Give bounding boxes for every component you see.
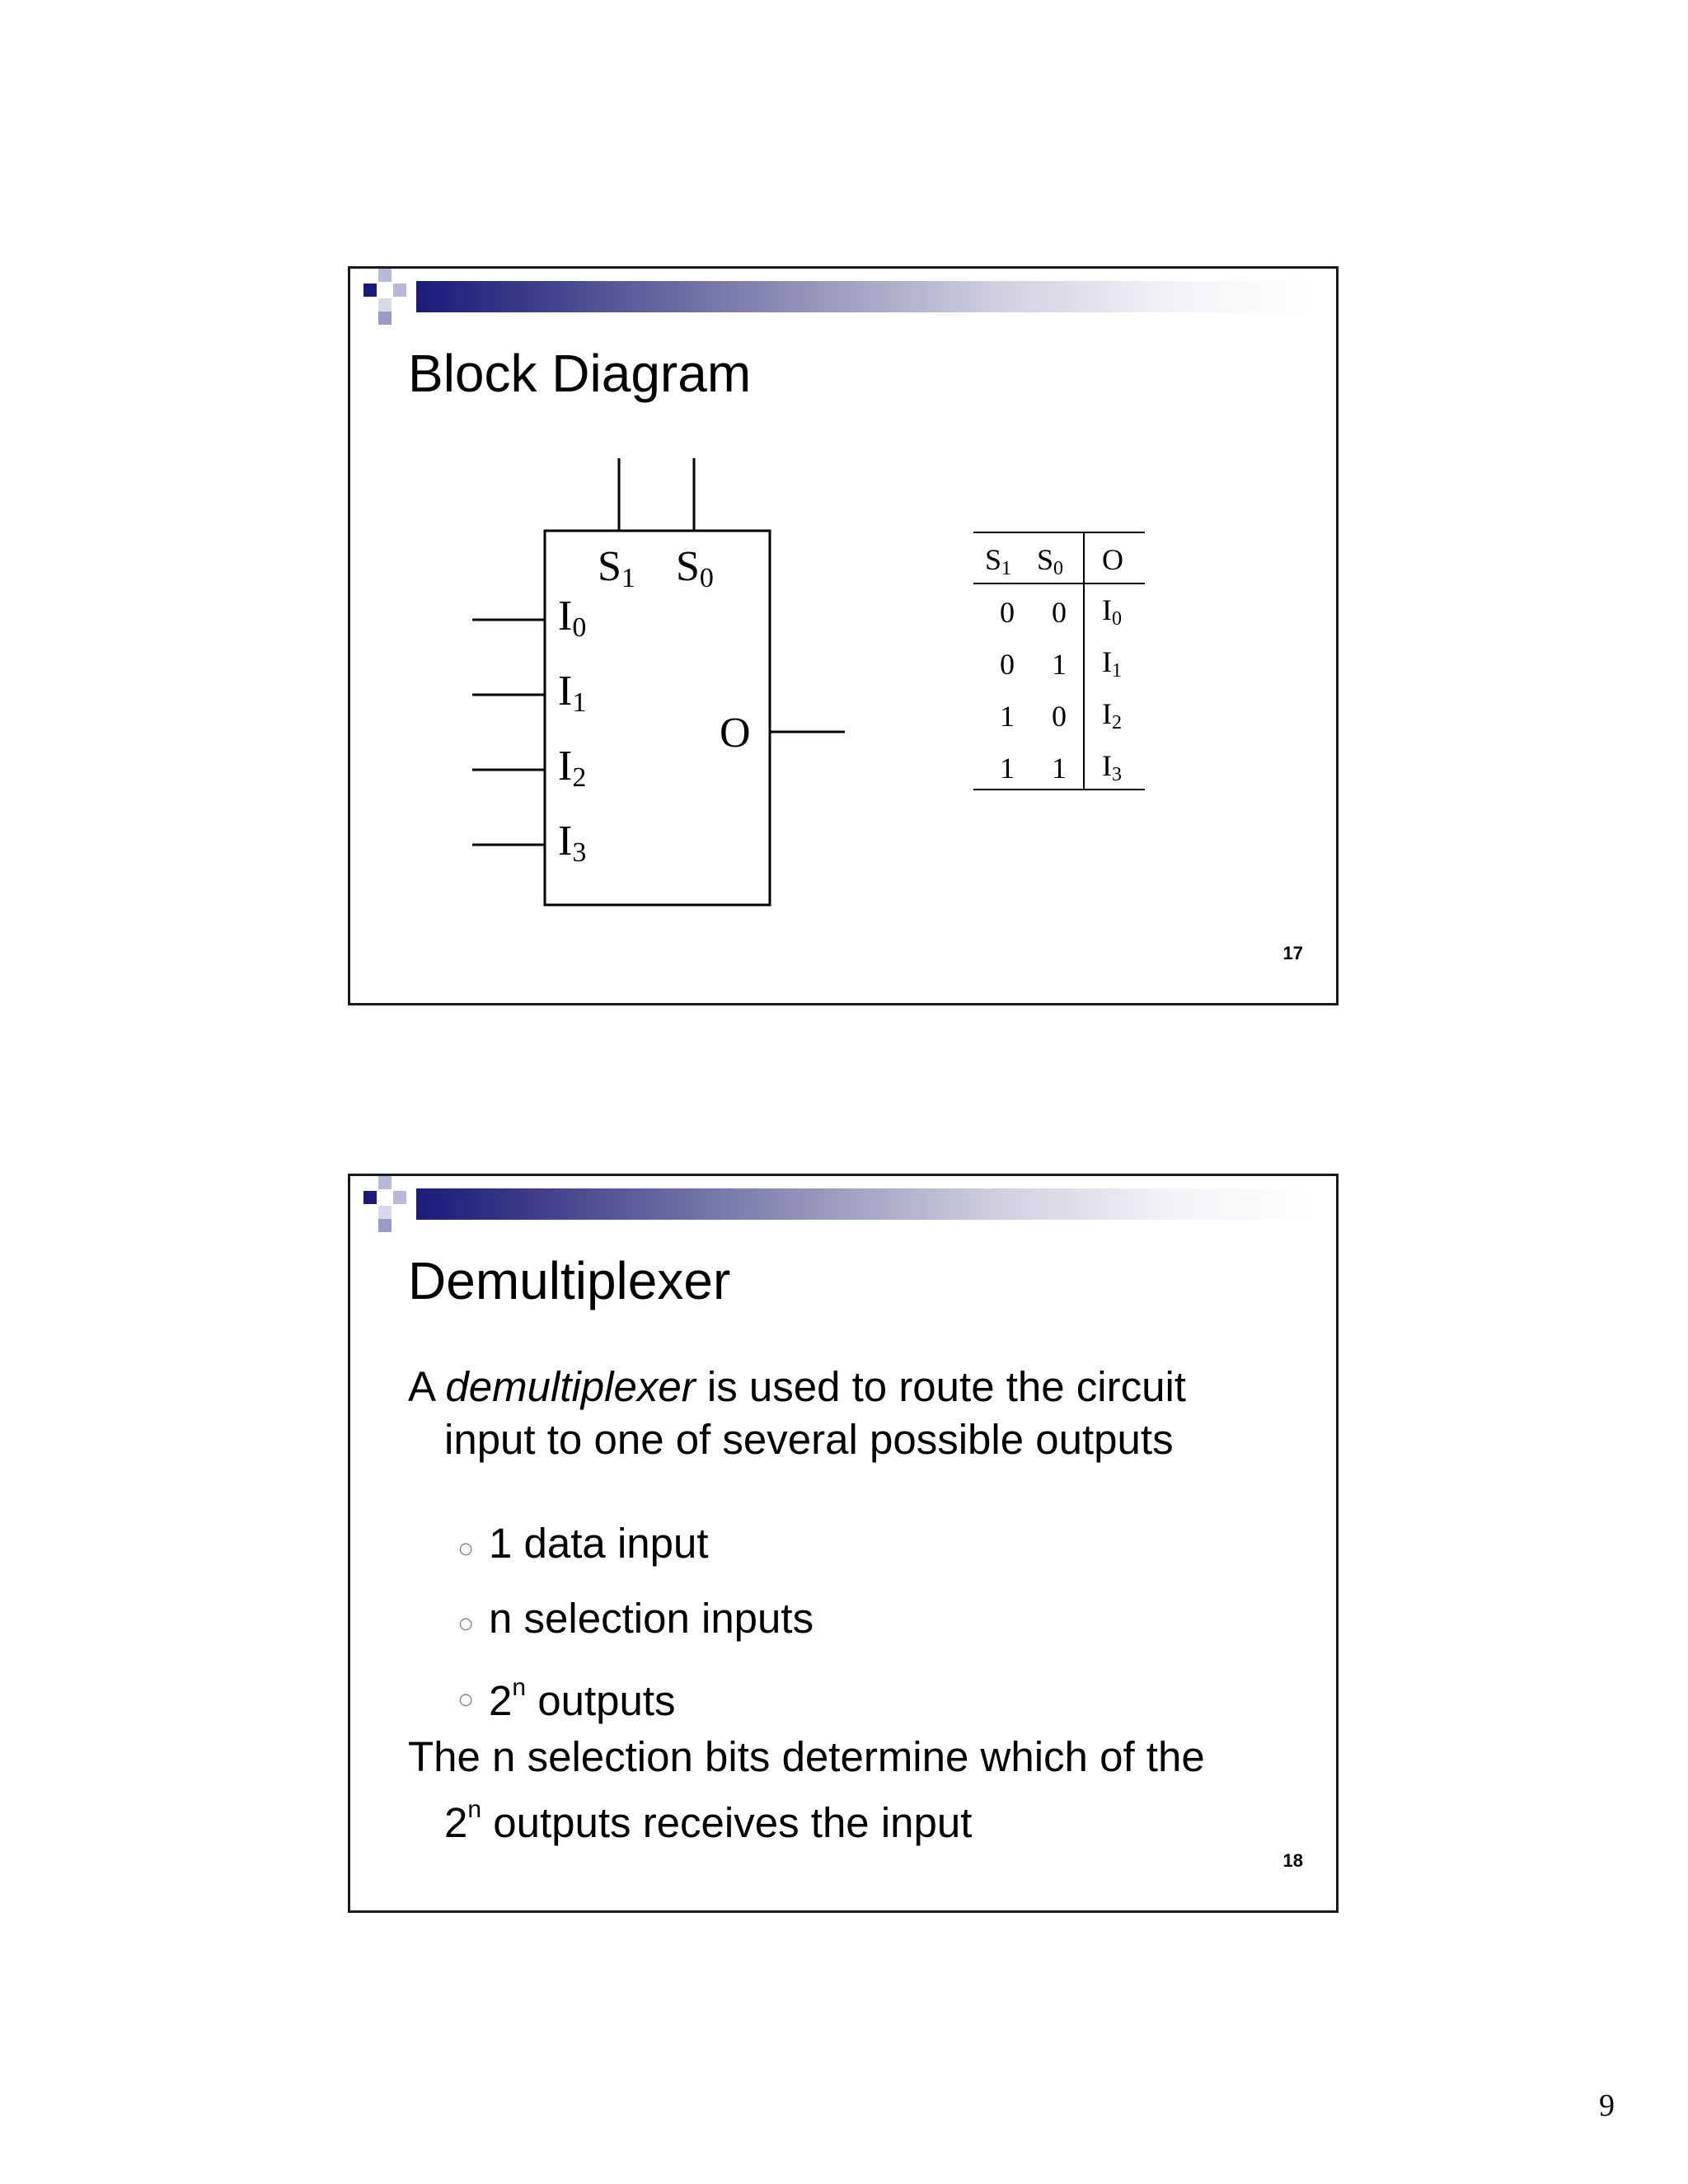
input-label-3: I3 — [558, 818, 587, 868]
select-label-s1: S1 — [598, 543, 635, 593]
page-number: 9 — [1599, 2088, 1615, 2123]
table-header-o: O — [1102, 543, 1123, 576]
table-cell-o: I2 — [1102, 697, 1122, 733]
list-item — [457, 1581, 814, 1656]
mux-block-diagram — [350, 450, 1336, 944]
header-square-light — [378, 1219, 392, 1232]
header-square-light — [378, 298, 392, 312]
table-cell-o: I1 — [1102, 645, 1122, 682]
select-label-s0: S0 — [676, 543, 714, 593]
output-label: O — [720, 710, 751, 757]
definition-prefix: A — [408, 1363, 446, 1410]
bullet-circle-icon: ○ — [457, 1533, 475, 1564]
input-label-0: I0 — [558, 593, 587, 643]
definition-line-1 — [408, 1361, 1298, 1413]
definition-term: demultiplexer — [445, 1363, 696, 1410]
header-square-light — [378, 1176, 392, 1189]
definition-line-2: input to one of several possible outputs — [444, 1416, 1174, 1463]
bullet-list — [457, 1506, 814, 1732]
table-cell-s1: 1 — [1000, 752, 1015, 785]
slide-header-bar — [416, 1188, 1315, 1220]
bullet-circle-icon: ○ — [457, 1684, 475, 1715]
slide-18 — [348, 1174, 1339, 1913]
table-header-s0: S0 — [1037, 543, 1064, 579]
summary-line-2: 2$^n$ outputs receives the input — [444, 1796, 973, 1846]
list-item — [457, 1656, 814, 1732]
table-cell-s1: 1 — [1000, 700, 1015, 733]
table-cell-o: I0 — [1102, 593, 1122, 630]
table-cell-o: I3 — [1102, 749, 1122, 785]
bullet-circle-icon: ○ — [457, 1608, 475, 1639]
summary-line-1: The n selection bits determine which of the — [408, 1733, 1205, 1780]
table-cell-s1: 0 — [1000, 596, 1015, 629]
header-square-light — [393, 1191, 406, 1204]
bullet-text: 2$^n$ outputs — [489, 1674, 676, 1724]
definition-suffix: is used to route the circuit — [695, 1363, 1186, 1410]
bullet-text: 1 data input — [489, 1520, 709, 1567]
summary-paragraph — [408, 1731, 1298, 1849]
input-label-1: I1 — [558, 668, 587, 718]
table-cell-s0: 0 — [1052, 596, 1067, 629]
header-square-light — [378, 1206, 392, 1219]
header-square-light — [378, 312, 392, 325]
slide-number: 18 — [1282, 1850, 1303, 1871]
table-cell-s0: 1 — [1052, 648, 1067, 681]
slide-17 — [348, 266, 1339, 1005]
header-square-light — [378, 269, 392, 282]
table-cell-s0: 1 — [1052, 752, 1067, 785]
table-header-s1: S1 — [985, 543, 1012, 579]
truth-table — [973, 532, 1145, 790]
table-cell-s0: 0 — [1052, 700, 1067, 733]
slide-number: 17 — [1282, 943, 1303, 963]
list-item — [457, 1506, 814, 1581]
input-label-2: I2 — [558, 743, 587, 793]
bullet-text: n selection inputs — [489, 1595, 814, 1642]
header-square-dark — [363, 284, 377, 297]
header-square-dark — [363, 1191, 377, 1204]
header-square-light — [393, 284, 406, 297]
slide-title: Block Diagram — [408, 344, 752, 403]
slide-title: Demultiplexer — [408, 1251, 731, 1310]
definition-paragraph — [408, 1361, 1298, 1466]
slide-header-bar — [416, 281, 1315, 312]
table-cell-s1: 0 — [1000, 648, 1015, 681]
